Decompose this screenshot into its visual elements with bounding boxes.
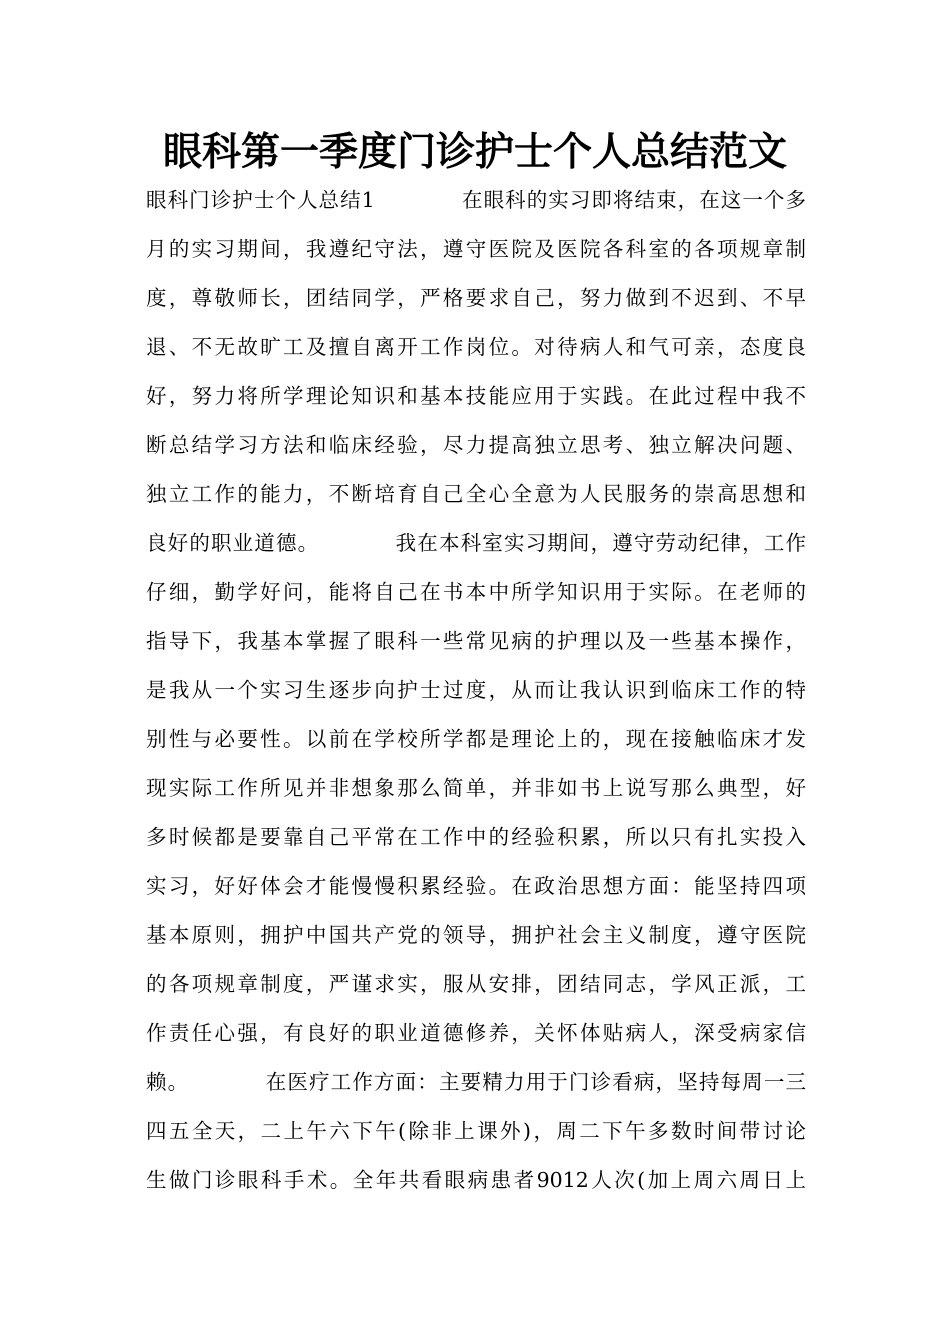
text-line: 眼科门诊护士个人总结1 在眼科的实习即将结束，在这一个多 bbox=[146, 188, 806, 212]
text-line: 别性与必要性。以前在学校所学都是理论上的，现在接触临床才发 bbox=[146, 727, 806, 751]
text-line: 实习，好好体会才能慢慢积累经验。在政治思想方面：能坚持四项 bbox=[146, 874, 806, 898]
text-line: 指导下，我基本掌握了眼科一些常见病的护理以及一些基本操作， bbox=[146, 629, 806, 653]
text-line: 基本原则，拥护中国共产党的领导，拥护社会主义制度，遵守医院 bbox=[146, 923, 806, 947]
text-line: 多时候都是要靠自己平常在工作中的经验积累，所以只有扎实投入 bbox=[146, 825, 806, 849]
text-line: 四五全天，二上午六下午(除非上课外)，周二下午多数时间带讨论 bbox=[146, 1119, 806, 1143]
text-line: 好，努力将所学理论知识和基本技能应用于实践。在此过程中我不 bbox=[146, 384, 806, 408]
text-line: 作责任心强，有良好的职业道德修养，关怀体贴病人，深受病家信 bbox=[146, 1021, 806, 1045]
text-line: 生做门诊眼科手术。全年共看眼病患者9012人次(加上周六周日上 bbox=[146, 1168, 806, 1192]
text-line: 良好的职业道德。 我在本科室实习期间，遵守劳动纪律，工作 bbox=[146, 531, 806, 555]
document-body bbox=[146, 180, 806, 1209]
text-line: 赖。 在医疗工作方面：主要精力用于门诊看病，坚持每周一三 bbox=[146, 1070, 806, 1094]
text-line: 退、不无故旷工及擅自离开工作岗位。对待病人和气可亲，态度良 bbox=[146, 335, 806, 359]
text-line: 仔细，勤学好问，能将自己在书本中所学知识用于实际。在老师的 bbox=[146, 580, 806, 604]
document-title: 眼科第一季度门诊护士个人总结范文 bbox=[162, 130, 787, 175]
text-line: 度，尊敬师长，团结同学，严格要求自己，努力做到不迟到、不早 bbox=[146, 286, 806, 310]
text-line: 独立工作的能力，不断培育自己全心全意为人民服务的崇高思想和 bbox=[146, 482, 806, 506]
text-line: 的各项规章制度，严谨求实，服从安排，团结同志，学风正派，工 bbox=[146, 972, 806, 996]
text-line: 是我从一个实习生逐步向护士过度，从而让我认识到临床工作的特 bbox=[146, 678, 806, 702]
text-line: 断总结学习方法和临床经验，尽力提高独立思考、独立解决问题、 bbox=[146, 433, 806, 457]
text-line: 现实际工作所见并非想象那么简单，并非如书上说写那么典型，好 bbox=[146, 776, 806, 800]
text-line: 月的实习期间，我遵纪守法，遵守医院及医院各科室的各项规章制 bbox=[146, 237, 806, 261]
